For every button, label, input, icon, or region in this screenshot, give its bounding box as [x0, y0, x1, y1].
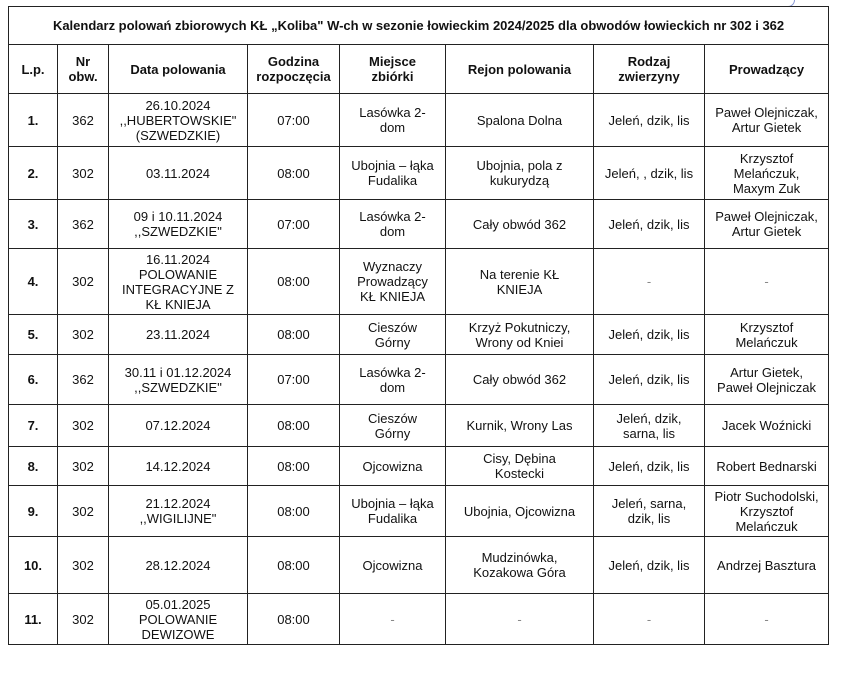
- row-lp: 1.: [9, 94, 58, 147]
- row-lp: 9.: [9, 486, 58, 537]
- row-prowadzacy: Piotr Suchodolski, Krzysztof Melańczuk: [705, 486, 829, 537]
- row-rejon: Ubojnia, Ojcowizna: [446, 486, 594, 537]
- row-miejsce: Lasówka 2- dom: [340, 94, 446, 147]
- header-rejon: Rejon polowania: [446, 45, 594, 94]
- row-data: 14.12.2024: [109, 447, 248, 486]
- row-zwierzyna: Jeleń, dzik, lis: [594, 537, 705, 594]
- row-prowadzacy: Krzysztof Melańczuk: [705, 315, 829, 355]
- hunting-calendar-table: [8, 6, 829, 645]
- row-godzina: 08:00: [248, 447, 340, 486]
- row-zwierzyna: Jeleń, dzik, lis: [594, 355, 705, 405]
- title-row: [9, 7, 829, 45]
- row-miejsce: Ojcowizna: [340, 537, 446, 594]
- header-zwierzyna: Rodzaj zwierzyny: [594, 45, 705, 94]
- header-prowadzacy: Prowadzący: [705, 45, 829, 94]
- row-obw: 362: [58, 94, 109, 147]
- row-lp: 6.: [9, 355, 58, 405]
- row-obw: 302: [58, 405, 109, 447]
- row-miejsce: Cieszów Górny: [340, 405, 446, 447]
- row-obw: 302: [58, 594, 109, 645]
- row-prowadzacy: Jacek Woźnicki: [705, 405, 829, 447]
- row-miejsce: Wyznaczy Prowadzący KŁ KNIEJA: [340, 249, 446, 315]
- header-row: [9, 45, 829, 94]
- row-obw: 362: [58, 200, 109, 249]
- row-zwierzyna: Jeleń, dzik, sarna, lis: [594, 405, 705, 447]
- table-row: [9, 200, 829, 249]
- table-row: [9, 315, 829, 355]
- row-prowadzacy: Andrzej Basztura: [705, 537, 829, 594]
- row-data: 21.12.2024 ,,WIGILIJNE": [109, 486, 248, 537]
- header-miejsce: Miejsce zbiórki: [340, 45, 446, 94]
- row-zwierzyna: Jeleń, dzik, lis: [594, 94, 705, 147]
- table-row: [9, 537, 829, 594]
- row-godzina: 08:00: [248, 147, 340, 200]
- row-rejon: Spalona Dolna: [446, 94, 594, 147]
- row-obw: 302: [58, 315, 109, 355]
- table-row: [9, 355, 829, 405]
- table-row: [9, 447, 829, 486]
- row-miejsce: -: [340, 594, 446, 645]
- row-lp: 8.: [9, 447, 58, 486]
- document-title: Kalendarz polowań zbiorowych KŁ „Koliba" W-ch w sezonie łowieckim 2024/2025 dla obwodów łowieckich nr 302 i 362: [9, 7, 829, 45]
- table-row: [9, 486, 829, 537]
- row-lp: 7.: [9, 405, 58, 447]
- table-row: [9, 147, 829, 200]
- row-godzina: 08:00: [248, 594, 340, 645]
- row-zwierzyna: -: [594, 249, 705, 315]
- row-godzina: 07:00: [248, 94, 340, 147]
- row-obw: 302: [58, 447, 109, 486]
- row-rejon: Cisy, Dębina Kostecki: [446, 447, 594, 486]
- row-godzina: 08:00: [248, 486, 340, 537]
- row-rejon: Krzyż Pokutniczy, Wrony od Kniei: [446, 315, 594, 355]
- table-row: [9, 249, 829, 315]
- row-data: 28.12.2024: [109, 537, 248, 594]
- row-prowadzacy: Robert Bednarski: [705, 447, 829, 486]
- row-prowadzacy: Krzysztof Melańczuk, Maxym Zuk: [705, 147, 829, 200]
- row-miejsce: Ubojnia – łąka Fudalika: [340, 486, 446, 537]
- row-godzina: 08:00: [248, 315, 340, 355]
- table-row: [9, 405, 829, 447]
- row-zwierzyna: Jeleń, dzik, lis: [594, 315, 705, 355]
- header-obw: Nr obw.: [58, 45, 109, 94]
- row-data: 23.11.2024: [109, 315, 248, 355]
- row-zwierzyna: Jeleń, dzik, lis: [594, 200, 705, 249]
- row-obw: 302: [58, 249, 109, 315]
- row-godzina: 08:00: [248, 249, 340, 315]
- row-zwierzyna: Jeleń, sarna, dzik, lis: [594, 486, 705, 537]
- row-godzina: 07:00: [248, 200, 340, 249]
- row-zwierzyna: Jeleń, dzik, lis: [594, 447, 705, 486]
- row-lp: 4.: [9, 249, 58, 315]
- row-data: 05.01.2025 POLOWANIE DEWIZOWE: [109, 594, 248, 645]
- header-lp: L.p.: [9, 45, 58, 94]
- row-lp: 3.: [9, 200, 58, 249]
- row-data: 26.10.2024 ,,HUBERTOWSKIE" (SZWEDZKIE): [109, 94, 248, 147]
- row-prowadzacy: Artur Gietek, Paweł Olejniczak: [705, 355, 829, 405]
- row-lp: 5.: [9, 315, 58, 355]
- row-miejsce: Cieszów Górny: [340, 315, 446, 355]
- row-rejon: Na terenie KŁ KNIEJA: [446, 249, 594, 315]
- row-miejsce: Lasówka 2- dom: [340, 200, 446, 249]
- row-lp: 11.: [9, 594, 58, 645]
- row-miejsce: Ojcowizna: [340, 447, 446, 486]
- row-rejon: Mudzinówka, Kozakowa Góra: [446, 537, 594, 594]
- row-godzina: 08:00: [248, 405, 340, 447]
- row-data: 03.11.2024: [109, 147, 248, 200]
- row-prowadzacy: Paweł Olejniczak, Artur Gietek: [705, 94, 829, 147]
- row-obw: 362: [58, 355, 109, 405]
- row-prowadzacy: -: [705, 249, 829, 315]
- table-row: [9, 94, 829, 147]
- row-miejsce: Lasówka 2- dom: [340, 355, 446, 405]
- row-rejon: Kurnik, Wrony Las: [446, 405, 594, 447]
- row-miejsce: Ubojnia – łąka Fudalika: [340, 147, 446, 200]
- row-data: 30.11 i 01.12.2024 ,,SZWEDZKIE": [109, 355, 248, 405]
- row-rejon: Cały obwód 362: [446, 355, 594, 405]
- row-godzina: 07:00: [248, 355, 340, 405]
- row-lp: 10.: [9, 537, 58, 594]
- row-data: 16.11.2024 POLOWANIE INTEGRACYJNE Z KŁ KNIEJA: [109, 249, 248, 315]
- row-prowadzacy: Paweł Olejniczak, Artur Gietek: [705, 200, 829, 249]
- row-obw: 302: [58, 537, 109, 594]
- row-obw: 302: [58, 147, 109, 200]
- row-rejon: -: [446, 594, 594, 645]
- row-zwierzyna: -: [594, 594, 705, 645]
- table-row: [9, 594, 829, 645]
- row-zwierzyna: Jeleń, , dzik, lis: [594, 147, 705, 200]
- row-rejon: Cały obwód 362: [446, 200, 594, 249]
- header-godzina: Godzina rozpoczęcia: [248, 45, 340, 94]
- row-data: 07.12.2024: [109, 405, 248, 447]
- row-rejon: Ubojnia, pola z kukurydzą: [446, 147, 594, 200]
- row-prowadzacy: -: [705, 594, 829, 645]
- row-data: 09 i 10.11.2024 ,,SZWEDZKIE": [109, 200, 248, 249]
- row-godzina: 08:00: [248, 537, 340, 594]
- header-data: Data polowania: [109, 45, 248, 94]
- row-obw: 302: [58, 486, 109, 537]
- row-lp: 2.: [9, 147, 58, 200]
